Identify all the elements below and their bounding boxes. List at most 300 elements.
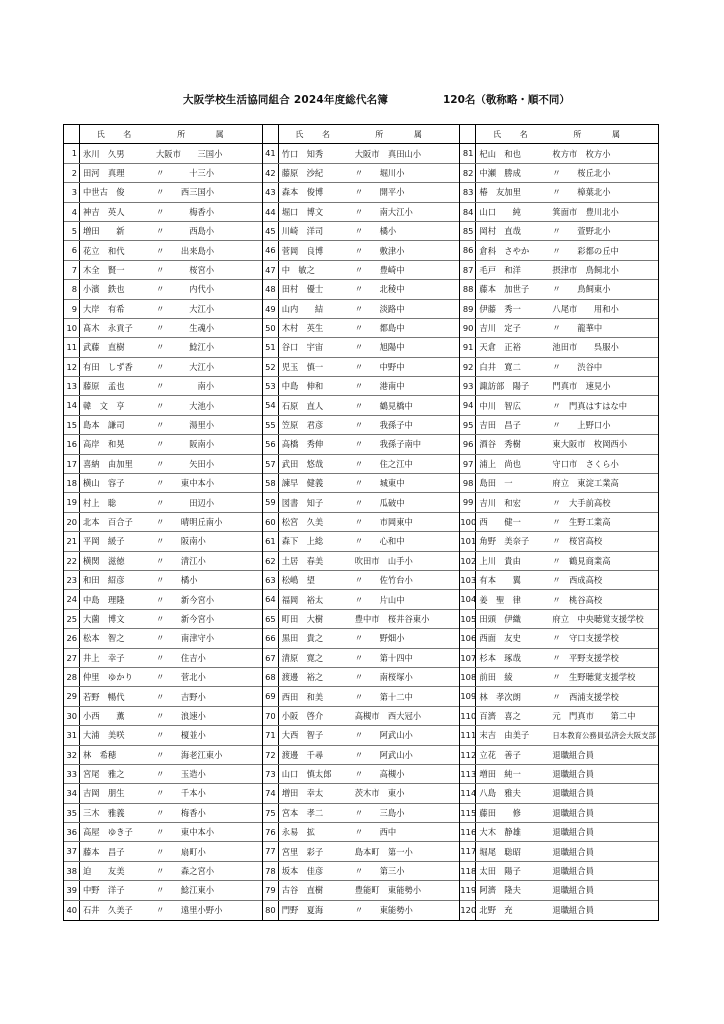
member-name: 木村 英生 xyxy=(281,323,324,334)
member-affiliation: 〃 東能勢小 xyxy=(354,905,413,916)
roster-row xyxy=(460,319,658,338)
member-name: 天倉 正裕 xyxy=(479,342,521,353)
member-name: 永易 拡 xyxy=(281,827,315,838)
member-affiliation: 〃 敷津小 xyxy=(354,245,405,256)
member-name: 小阪 啓介 xyxy=(281,710,324,721)
roster-row xyxy=(263,280,460,299)
roster-row xyxy=(263,610,460,629)
roster-row xyxy=(64,784,262,803)
member-affiliation: 〃 鯰江東小 xyxy=(156,885,215,896)
roster-row xyxy=(263,862,460,881)
roster-row xyxy=(460,668,658,687)
row-number: 40 xyxy=(64,901,80,920)
member-name: 福岡 裕太 xyxy=(281,594,324,605)
member-affiliation: 〃 城東中 xyxy=(354,478,405,489)
row-number: 68 xyxy=(263,668,279,686)
roster-row xyxy=(64,629,262,648)
row-number: 80 xyxy=(263,901,279,920)
row-number: 65 xyxy=(263,610,279,628)
roster-row xyxy=(263,590,460,609)
member-affiliation: 退職組合員 xyxy=(552,827,594,838)
member-name: 大木 静雄 xyxy=(479,827,521,838)
roster-row xyxy=(64,571,262,590)
member-affiliation: 〃 榎並小 xyxy=(156,730,206,741)
member-name: 古谷 直樹 xyxy=(281,885,324,896)
row-number: 90 xyxy=(460,319,476,337)
row-number: 49 xyxy=(263,300,279,318)
roster-row xyxy=(263,144,460,163)
roster-row xyxy=(460,455,658,474)
member-name: 有田 しず香 xyxy=(83,361,133,372)
member-name: 図書 知子 xyxy=(281,497,324,508)
member-name: 喜納 由加里 xyxy=(83,458,133,469)
roster-row xyxy=(263,455,460,474)
member-name: 増田 純一 xyxy=(479,769,521,780)
member-name: 武藤 直樹 xyxy=(83,342,125,353)
header-affiliation: 所 属 xyxy=(177,129,238,139)
roster-row xyxy=(460,203,658,222)
member-affiliation: 退職組合員 xyxy=(552,846,594,857)
member-affiliation: 〃 西浦支援学校 xyxy=(552,691,619,702)
member-affiliation: 〃 阿武山小 xyxy=(354,730,413,741)
member-affiliation: 〃 門真はすはな中 xyxy=(552,400,628,411)
member-name: 八島 雅夫 xyxy=(479,788,521,799)
roster-row xyxy=(460,377,658,396)
roster-row xyxy=(64,474,262,493)
row-number: 3 xyxy=(64,183,80,201)
member-name: 木全 賢一 xyxy=(83,264,125,275)
roster-row xyxy=(64,862,262,881)
roster-row xyxy=(460,862,658,881)
roster-row xyxy=(64,338,262,357)
member-name: 吉田 昌子 xyxy=(479,420,521,431)
roster-row xyxy=(460,552,658,571)
roster-row xyxy=(460,183,658,202)
roster-row xyxy=(64,319,262,338)
row-number: 117 xyxy=(460,842,476,860)
row-number: 120 xyxy=(460,901,476,920)
member-affiliation: 〃 第三小 xyxy=(354,866,405,877)
member-name: 武田 悠哉 xyxy=(281,458,324,469)
row-number: 112 xyxy=(460,746,476,764)
row-number: 19 xyxy=(64,493,80,511)
roster-row xyxy=(460,746,658,765)
roster-row xyxy=(460,590,658,609)
row-number: 86 xyxy=(460,241,476,259)
member-name: 伊藤 秀一 xyxy=(479,303,521,314)
member-affiliation: 〃 森之宮小 xyxy=(156,866,215,877)
member-affiliation: 〃 南桜塚小 xyxy=(354,672,413,683)
roster-row xyxy=(263,416,460,435)
member-name: 松宮 久美 xyxy=(281,517,324,527)
member-name: 藤原 孟也 xyxy=(83,381,125,392)
member-name: 宮尾 雅之 xyxy=(83,769,125,780)
member-name: 坂本 佳彦 xyxy=(281,866,324,877)
row-number: 75 xyxy=(263,804,279,822)
roster-row xyxy=(64,590,262,609)
member-affiliation: 〃 都島中 xyxy=(354,323,405,334)
member-affiliation: 退職組合員 xyxy=(552,769,594,780)
member-affiliation: 〃 湯里小 xyxy=(156,420,215,431)
row-number: 106 xyxy=(460,629,476,647)
member-name: 藤田 修 xyxy=(479,807,521,818)
row-number: 5 xyxy=(64,222,80,240)
row-number: 101 xyxy=(460,532,476,550)
member-affiliation: 門真市 速見小 xyxy=(552,381,611,392)
member-name: 倉科 さやか xyxy=(479,245,530,256)
row-number: 23 xyxy=(64,571,80,589)
member-affiliation: 〃 北稜中 xyxy=(354,284,405,295)
row-number: 28 xyxy=(64,668,80,686)
row-number: 105 xyxy=(460,610,476,628)
member-name: 西 健一 xyxy=(479,517,521,527)
roster-row xyxy=(64,649,262,668)
roster-row xyxy=(64,901,262,920)
row-number: 79 xyxy=(263,881,279,899)
roster-row xyxy=(460,804,658,823)
member-name: 藤本 加世子 xyxy=(479,284,530,295)
row-number: 76 xyxy=(263,823,279,841)
member-affiliation: 〃 桜宮小 xyxy=(156,264,215,275)
roster-row xyxy=(263,571,460,590)
member-affiliation: 〃 高槻小 xyxy=(354,769,405,780)
roster-row xyxy=(460,901,658,920)
member-affiliation: 府立 東淀工業高 xyxy=(552,478,619,489)
member-name: 高橋 秀伸 xyxy=(281,439,324,450)
roster-row xyxy=(460,513,658,532)
roster-row xyxy=(263,707,460,726)
member-affiliation: 〃 梅香小 xyxy=(156,206,215,217)
row-number: 18 xyxy=(64,474,80,492)
member-name: 杞山 和也 xyxy=(479,148,521,159)
member-affiliation: 〃 大手前高校 xyxy=(552,497,611,508)
row-number: 57 xyxy=(263,455,279,473)
member-name: 百濟 喜之 xyxy=(479,710,521,721)
row-number: 37 xyxy=(64,842,80,860)
roster-row xyxy=(460,687,658,706)
roster-row xyxy=(263,552,460,571)
member-name: 石井 久美子 xyxy=(83,905,133,916)
row-number: 44 xyxy=(263,203,279,221)
member-name: 竹口 知秀 xyxy=(281,148,324,159)
roster-row xyxy=(263,319,460,338)
roster-row xyxy=(263,649,460,668)
member-affiliation: 〃 新今宮小 xyxy=(156,613,215,624)
roster-row xyxy=(460,532,658,551)
roster-row xyxy=(64,726,262,745)
member-affiliation: 島本町 第一小 xyxy=(354,846,413,857)
member-affiliation: 〃 大江小 xyxy=(156,361,215,372)
row-number: 35 xyxy=(64,804,80,822)
member-name: 堀尾 聡昭 xyxy=(479,846,521,857)
member-affiliation: 〃 大池小 xyxy=(156,400,215,411)
member-name: 村上 聡 xyxy=(83,497,117,508)
roster-row xyxy=(64,687,262,706)
roster-row xyxy=(460,842,658,861)
roster-row xyxy=(263,435,460,454)
member-name: 町田 大樹 xyxy=(281,613,324,624)
roster-row xyxy=(460,649,658,668)
roster-column-3 xyxy=(459,125,658,920)
member-affiliation: 〃 龍華中 xyxy=(552,323,603,334)
row-number: 20 xyxy=(64,513,80,531)
row-number: 84 xyxy=(460,203,476,221)
member-affiliation: 〃 南小 xyxy=(156,381,215,392)
member-affiliation: 〃 堀川小 xyxy=(354,167,405,178)
roster-row xyxy=(263,241,460,260)
roster-row xyxy=(263,842,460,861)
member-name: 仲里 ゆかり xyxy=(83,672,133,683)
member-affiliation: 〃 西三国小 xyxy=(156,187,215,198)
member-name: 渡邊 千尋 xyxy=(281,749,324,760)
row-number: 115 xyxy=(460,804,476,822)
member-name: 土居 春美 xyxy=(281,555,324,566)
row-number: 48 xyxy=(263,280,279,298)
roster-row xyxy=(460,474,658,493)
roster-row xyxy=(64,435,262,454)
member-name: 中世古 俊 xyxy=(83,187,125,198)
member-affiliation: 〃 清江小 xyxy=(156,555,206,566)
row-number: 81 xyxy=(460,144,476,162)
row-number: 102 xyxy=(460,552,476,570)
roster-row xyxy=(64,377,262,396)
row-number: 67 xyxy=(263,649,279,667)
roster-row xyxy=(64,668,262,687)
member-name: 児玉 慎一 xyxy=(281,361,324,372)
member-affiliation: 退職組合員 xyxy=(552,885,594,896)
member-affiliation: 〃 片山中 xyxy=(354,594,405,605)
member-name: 小西 薫 xyxy=(83,710,125,721)
row-number: 95 xyxy=(460,416,476,434)
header-number-cell xyxy=(460,125,476,143)
column-header xyxy=(460,125,658,144)
roster-row xyxy=(64,455,262,474)
roster-row xyxy=(263,358,460,377)
member-affiliation: 〃 海老江東小 xyxy=(156,749,223,760)
member-name: 藤原 沙紀 xyxy=(281,167,324,178)
member-affiliation: 〃 西島小 xyxy=(156,226,215,237)
row-number: 119 xyxy=(460,881,476,899)
header-number-cell xyxy=(263,125,279,143)
row-number: 118 xyxy=(460,862,476,880)
member-name: 大岸 有希 xyxy=(83,303,125,314)
member-name: 松嶋 望 xyxy=(281,575,315,586)
member-affiliation: 吹田市 山手小 xyxy=(354,555,413,566)
member-affiliation: 箕面市 豊川北小 xyxy=(552,206,619,217)
member-affiliation: 〃 西中 xyxy=(354,827,397,838)
roster-row xyxy=(460,358,658,377)
row-number: 82 xyxy=(460,164,476,182)
roster-row xyxy=(263,377,460,396)
row-number: 15 xyxy=(64,416,80,434)
roster-row xyxy=(460,241,658,260)
column-header xyxy=(263,125,460,144)
row-number: 7 xyxy=(64,261,80,279)
member-affiliation: 〃 鯰江小 xyxy=(156,342,215,353)
member-affiliation: 〃 佐竹台小 xyxy=(354,575,413,586)
roster-column-1 xyxy=(64,125,262,920)
member-name: 清原 寛之 xyxy=(281,652,324,663)
row-number: 53 xyxy=(263,377,279,395)
member-affiliation: 〃 晴明丘南小 xyxy=(156,517,223,527)
member-affiliation: 〃 渋谷中 xyxy=(552,361,603,372)
member-name: 松本 智之 xyxy=(83,633,125,644)
row-number: 111 xyxy=(460,726,476,744)
row-number: 114 xyxy=(460,784,476,802)
member-name: 吉岡 朋生 xyxy=(83,788,125,799)
row-number: 33 xyxy=(64,765,80,783)
document-header xyxy=(0,92,724,108)
roster-row xyxy=(64,416,262,435)
member-name: 韓 文 亨 xyxy=(83,400,125,411)
member-affiliation: 〃 生魂小 xyxy=(156,323,215,334)
member-affiliation: 日本教育公務員弘済会大阪支部 xyxy=(552,730,656,740)
member-affiliation: 〃 萱野北小 xyxy=(552,226,611,237)
roster-row xyxy=(263,396,460,415)
roster-row xyxy=(263,784,460,803)
member-affiliation: 〃 上野口小 xyxy=(552,420,611,431)
member-name: 横山 容子 xyxy=(83,478,125,489)
roster-row xyxy=(263,881,460,900)
member-name: 神吉 英人 xyxy=(83,206,125,217)
member-affiliation: 〃 三島小 xyxy=(354,807,405,818)
row-number: 1 xyxy=(64,144,80,162)
roster-row xyxy=(263,300,460,319)
member-affiliation: 池田市 呉服小 xyxy=(552,342,619,353)
roster-row xyxy=(263,222,460,241)
member-name: 宮里 彩子 xyxy=(281,846,324,857)
member-name: 大浦 美咲 xyxy=(83,730,125,741)
roster-row xyxy=(460,571,658,590)
roster-row xyxy=(64,280,262,299)
row-number: 60 xyxy=(263,513,279,531)
member-affiliation: 〃 桃谷高校 xyxy=(552,594,603,605)
row-number: 32 xyxy=(64,746,80,764)
member-affiliation: 〃 瓜破中 xyxy=(354,497,405,508)
document-title: 大阪学校生活協同組合 2024年度総代名簿 xyxy=(183,94,389,106)
row-number: 72 xyxy=(263,746,279,764)
member-name: 末吉 由美子 xyxy=(479,730,530,741)
row-number: 17 xyxy=(64,455,80,473)
member-name: 堀口 博文 xyxy=(281,206,324,217)
member-affiliation: 〃 我孫子南中 xyxy=(354,439,422,450)
member-name: 田頭 伊織 xyxy=(479,613,521,624)
member-name: 杉本 琢哉 xyxy=(479,652,521,663)
row-number: 58 xyxy=(263,474,279,492)
member-affiliation: 大阪市 真田山小 xyxy=(354,148,422,159)
roster-row xyxy=(64,804,262,823)
roster-row xyxy=(263,668,460,687)
member-affiliation: 〃 心和中 xyxy=(354,536,405,547)
row-number: 22 xyxy=(64,552,80,570)
row-number: 55 xyxy=(263,416,279,434)
member-name: 中 敏之 xyxy=(281,264,315,275)
column-header xyxy=(64,125,262,144)
roster-row xyxy=(64,222,262,241)
member-affiliation: 〃 千本小 xyxy=(156,788,206,799)
row-number: 34 xyxy=(64,784,80,802)
row-number: 12 xyxy=(64,358,80,376)
member-name: 森本 俊博 xyxy=(281,187,324,198)
member-name: 大西 智子 xyxy=(281,730,324,741)
member-affiliation: 〃 港南中 xyxy=(354,381,405,392)
member-name: 前田 綾 xyxy=(479,672,513,683)
row-number: 41 xyxy=(263,144,279,162)
roster-row xyxy=(460,726,658,745)
roster-row xyxy=(64,765,262,784)
roster-row xyxy=(263,493,460,512)
row-number: 87 xyxy=(460,261,476,279)
roster-row xyxy=(64,842,262,861)
member-name: 中川 智広 xyxy=(479,400,521,411)
row-number: 14 xyxy=(64,396,80,414)
member-affiliation: 〃 市岡東中 xyxy=(354,517,413,527)
row-number: 94 xyxy=(460,396,476,414)
member-affiliation: 〃 浪速小 xyxy=(156,710,206,721)
member-affiliation: 〃 鶴見商業高 xyxy=(552,555,611,566)
member-affiliation: 東大阪市 枚岡西小 xyxy=(552,439,628,450)
row-number: 6 xyxy=(64,241,80,259)
member-name: 吉川 和宏 xyxy=(479,497,521,508)
roster-row xyxy=(263,513,460,532)
roster-row xyxy=(263,164,460,183)
roster-row xyxy=(460,261,658,280)
member-name: 和田 紹彦 xyxy=(83,575,125,586)
row-number: 29 xyxy=(64,687,80,705)
member-affiliation: 八尾市 用和小 xyxy=(552,303,619,314)
member-affiliation: 大阪市 三国小 xyxy=(156,148,223,159)
row-number: 42 xyxy=(263,164,279,182)
row-number: 51 xyxy=(263,338,279,356)
row-number: 110 xyxy=(460,707,476,725)
member-name: 川崎 洋司 xyxy=(281,226,324,237)
member-affiliation: 〃 内代小 xyxy=(156,284,215,295)
member-affiliation: 〃 十三小 xyxy=(156,167,215,178)
row-number: 107 xyxy=(460,649,476,667)
roster-column-2 xyxy=(262,125,460,920)
member-name: 迫 友美 xyxy=(83,866,125,877)
row-number: 61 xyxy=(263,532,279,550)
roster-row xyxy=(460,416,658,435)
member-affiliation: 〃 南津守小 xyxy=(156,633,215,644)
member-affiliation: 〃 橘小 xyxy=(354,226,397,237)
roster-row xyxy=(460,222,658,241)
member-name: 林 孝次朗 xyxy=(479,691,521,702)
member-name: 谷口 宇宙 xyxy=(281,342,324,353)
roster-row xyxy=(263,746,460,765)
member-affiliation: 〃 阿武山小 xyxy=(354,749,413,760)
member-name: 毛戸 和洋 xyxy=(479,264,521,275)
member-affiliation: 〃 吉野小 xyxy=(156,691,206,702)
row-number: 91 xyxy=(460,338,476,356)
member-affiliation: 〃 玉造小 xyxy=(156,769,206,780)
member-name: 有本 翼 xyxy=(479,575,521,586)
row-number: 77 xyxy=(263,842,279,860)
roster-row xyxy=(263,183,460,202)
member-name: 諏訪部 陽子 xyxy=(479,381,530,392)
row-number: 25 xyxy=(64,610,80,628)
roster-row xyxy=(64,144,262,163)
member-affiliation: 〃 橘小 xyxy=(156,575,198,586)
member-affiliation: 枚方市 枚方小 xyxy=(552,148,611,159)
row-number: 24 xyxy=(64,590,80,608)
roster-row xyxy=(263,823,460,842)
roster-row xyxy=(460,610,658,629)
member-name: 中島 理隆 xyxy=(83,594,125,605)
roster-row xyxy=(460,144,658,163)
roster-row xyxy=(263,804,460,823)
member-affiliation: 〃 桜宮高校 xyxy=(552,536,603,547)
